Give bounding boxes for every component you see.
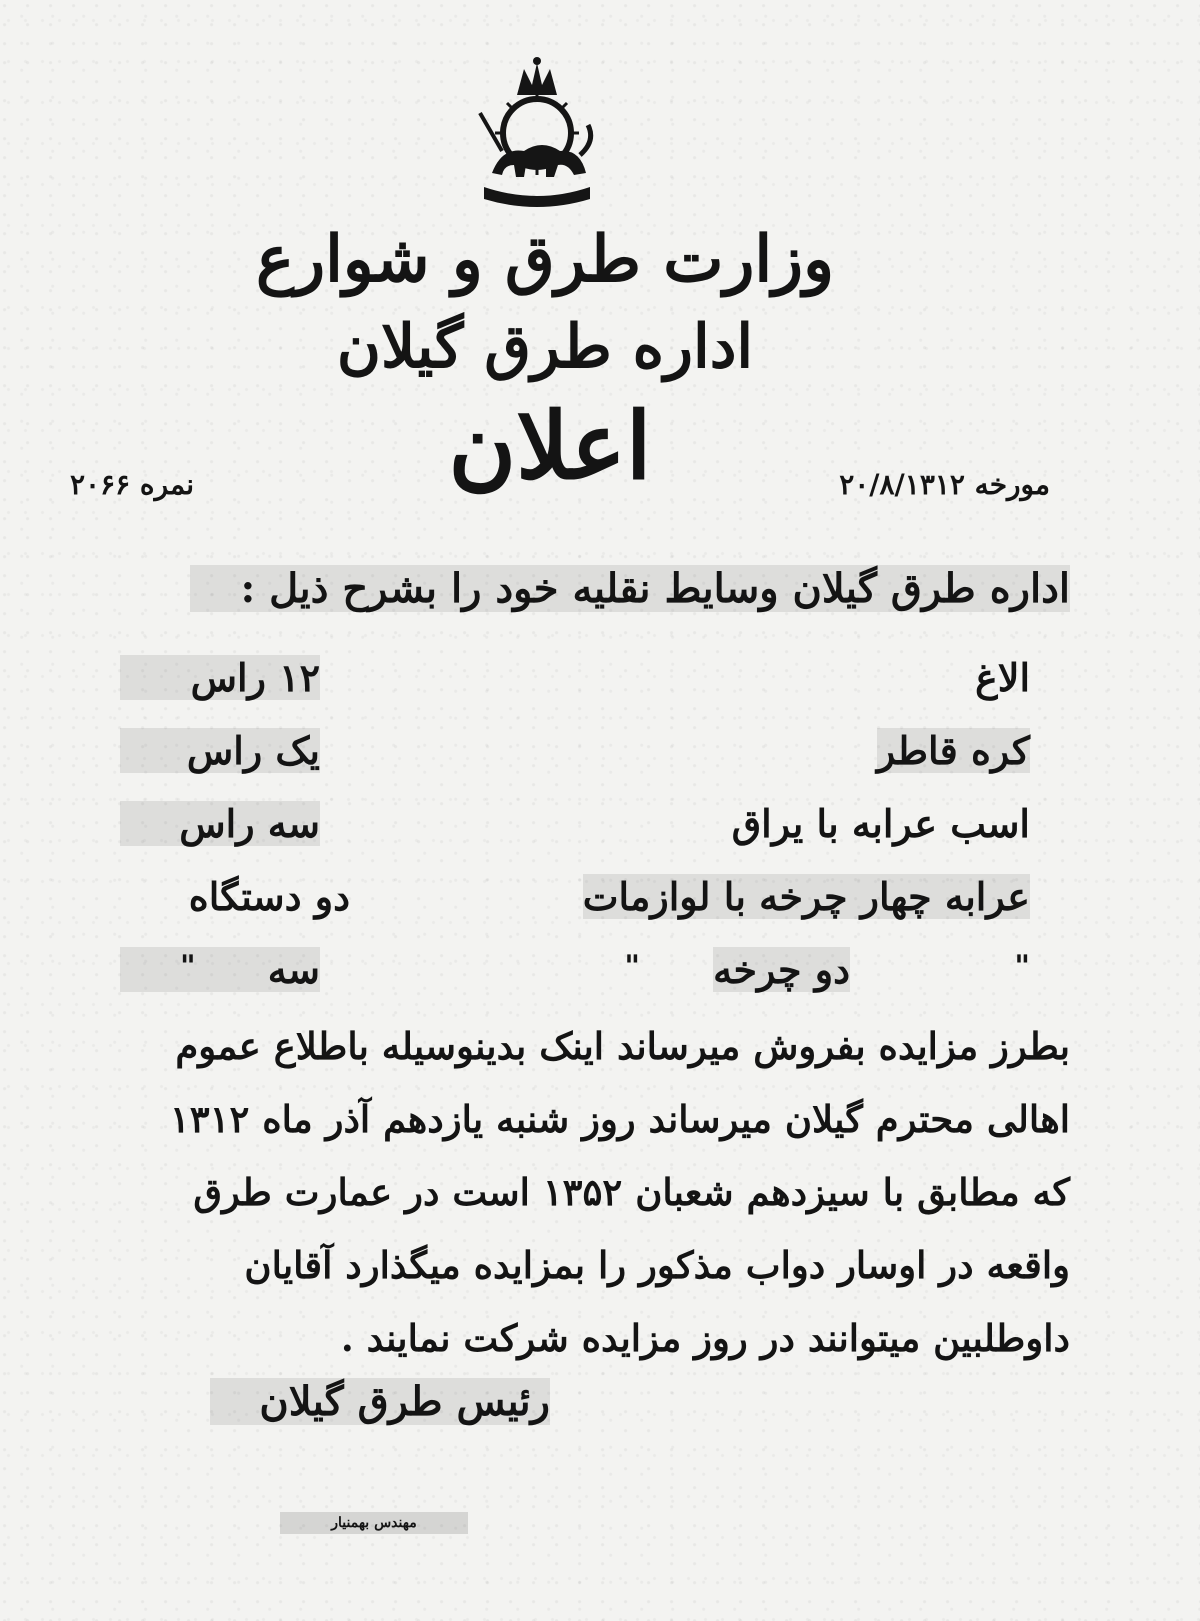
body-line: که مطابق با سیزدهم شعبان ۱۳۵۲ است در عمارت طرق	[193, 1170, 1070, 1214]
item-name: اسب عرابه با یراق	[731, 801, 1030, 846]
ditto-mark: "	[624, 949, 640, 984]
body-line: اهالی محترم گیلان میرساند روز شنبه یازدهم آذر ماه ۱۳۱۲	[169, 1097, 1070, 1141]
document-number: نمره ۲۰۶۶	[70, 468, 195, 501]
announcement-heading: اعلان	[448, 392, 652, 500]
ministry-title: وزارت طرق و شوارع	[256, 222, 834, 297]
intro-line: اداره طرق گیلان وسایط نقلیه خود را بشرح ذیل :	[190, 565, 1070, 612]
signature-title: رئیس طرق گیلان	[210, 1378, 550, 1425]
item-quantity: سه راس	[120, 801, 320, 846]
ditto-mark: "	[180, 949, 196, 984]
item-quantity: ۱۲ راس	[120, 655, 320, 700]
items-list	[120, 655, 1030, 1020]
name-stamp: مهندس بهمنیار	[280, 1512, 468, 1534]
list-item	[120, 655, 1030, 728]
ditto-mark: "	[1014, 949, 1030, 984]
lion-and-sun-emblem-icon	[462, 55, 612, 215]
list-item	[120, 874, 1030, 947]
body-line: واقعه در اوسار دواب مذکور را بمزایده میگذارد آقایان	[244, 1243, 1070, 1287]
announcement-body	[60, 1010, 1070, 1375]
item-quantity: یک راس	[120, 728, 320, 773]
item-name: دو چرخه	[713, 947, 850, 992]
item-name: کره قاطر	[876, 728, 1030, 773]
list-item	[120, 728, 1030, 801]
document-date: مورخه ۲۰/۸/۱۳۱۲	[839, 468, 1050, 501]
office-title: اداره طرق گیلان	[336, 312, 754, 382]
item-name: عرابه چهار چرخه با لوازمات	[582, 874, 1030, 919]
list-item	[120, 801, 1030, 874]
item-quantity: دو دستگاه	[188, 874, 350, 919]
item-name: الاغ	[975, 655, 1030, 700]
body-line: داوطلبین میتوانند در روز مزایده شرکت نمایند .	[340, 1316, 1070, 1360]
body-line: بطرز مزایده بفروش میرساند اینک بدینوسیله باطلاع عموم	[175, 1024, 1070, 1068]
item-quantity: سه	[120, 947, 320, 992]
